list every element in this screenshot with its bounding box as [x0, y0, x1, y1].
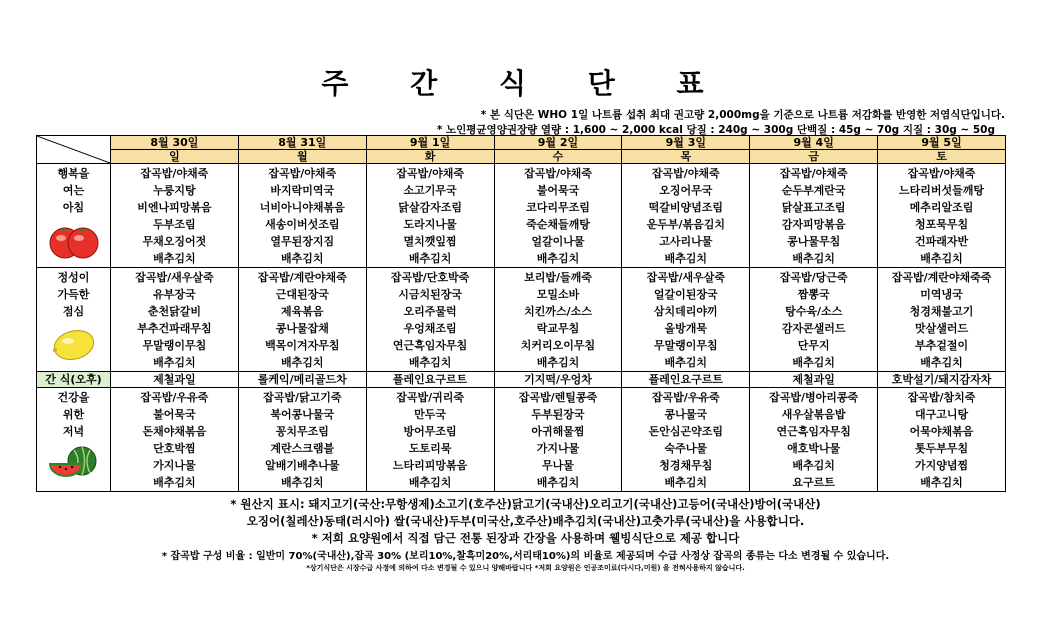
origin-notice-line2: 오징어(칠레산)동태(러시아) 쌀(국내산)두부(미국산,호주산)배추김치(국내산)고춧가루(국내산)을 사용합니다. [246, 514, 805, 528]
grain-ratio-notice: * 잡곡밥 구성 비율 : 일반미 70%(국내산),잡곡 30% (보리10%,찰흑미20%,서리태10%)의 비율로 제공되며 수급 사정상 잡곡의 종류는 다소 변경될 수 있습니다. [161, 551, 890, 562]
date-cell: 9월 1일 [366, 136, 494, 150]
dish: 잡곡밥/병아리콩죽 [769, 391, 859, 404]
dish: 배추김치 [792, 356, 835, 369]
dish: 치킨까스/소스 [524, 305, 592, 318]
dish: 얼갈이나물 [531, 235, 585, 248]
date-row [37, 136, 1006, 150]
dish: 잡곡밥/야채죽 [396, 167, 464, 180]
dish: 올방개묵 [664, 322, 708, 335]
lunch-row [37, 268, 1006, 372]
dish: 잡곡밥/단호박죽 [390, 271, 470, 284]
dish: 콩나물국 [664, 408, 708, 421]
date-cell: 9월 2일 [494, 136, 622, 150]
breakfast-row [37, 164, 1006, 268]
watermelon-icon [46, 444, 102, 480]
dish: 무말랭이무침 [142, 339, 207, 352]
dish: 배추김치 [408, 356, 452, 369]
date-cell: 9월 4일 [750, 136, 878, 150]
tomato-icon [46, 220, 102, 260]
dish: 떡갈비양념조림 [648, 201, 723, 214]
dish: 느타리피망볶음 [392, 459, 468, 472]
dish: 잡곡밥/귀리죽 [396, 391, 464, 404]
dish: 감자콘샐러드 [781, 322, 846, 335]
dish: 배추김치 [664, 476, 708, 489]
dish: 감자피망볶음 [781, 218, 846, 231]
day-menu-cell [111, 268, 239, 372]
day-menu-cell [878, 164, 1006, 268]
snack-cell: 플레인요구르트 [622, 372, 750, 388]
dish: 배추김치 [920, 476, 963, 489]
meal-label-line: 저녁 [62, 425, 85, 438]
snack-cell: 플레인요구르트 [366, 372, 494, 388]
dish: 춘천닭갈비 [147, 305, 201, 318]
dish: 죽순채들깨탕 [526, 218, 590, 231]
dish: 도라지나물 [403, 218, 457, 231]
snack-cell: 기지떡/우엉차 [494, 372, 622, 388]
snack-cell: 제철과일 [111, 372, 239, 388]
dish: 배추김치 [281, 252, 324, 265]
dish: 잡곡밥/우유죽 [140, 391, 209, 404]
snack-cell: 호박설기/돼지감자차 [878, 372, 1006, 388]
dish: 미역냉국 [920, 288, 963, 301]
dish: 잡곡밥/새우살죽 [646, 271, 725, 284]
dish: 오리주물럭 [403, 305, 457, 318]
dish: 느타리버섯들깨탕 [899, 184, 985, 197]
dish: 우엉채조림 [403, 322, 457, 335]
dish: 배추김치 [153, 252, 196, 265]
day-menu-cell [750, 164, 878, 268]
dish: 잡곡밥/야채죽 [779, 167, 848, 180]
dish: 잡곡밥/새우살죽 [135, 271, 214, 284]
dish: 오징어무국 [659, 184, 713, 197]
meal-label-line: 여는 [62, 184, 85, 197]
weekday-cell: 토 [878, 150, 1006, 164]
dish: 근대된장국 [275, 288, 329, 301]
dish: 새송이버섯조림 [265, 218, 340, 231]
dish: 잡곡밥/계란야채죽죽 [891, 271, 992, 284]
dish: 두부된장국 [531, 408, 585, 421]
dish: 잡곡밥/참치죽 [907, 391, 976, 404]
meal-label-line: 점심 [62, 305, 85, 318]
dish: 배추김치 [920, 356, 963, 369]
dish: 닭살표고조림 [781, 201, 846, 214]
weekday-cell: 월 [238, 150, 366, 164]
dish: 가지양념찜 [914, 459, 969, 472]
dish: 배추김치 [153, 356, 196, 369]
dish: 톳두부무침 [914, 442, 969, 455]
dish: 무나물 [542, 459, 574, 472]
nutrition-notice: * 노인평균영양권장량 열량 : 1,600 ~ 2,000 kcal 당질 : 240g ~ 300g 단백질 : 45g ~ 70g 지질 : 30g ~ 50g [436, 124, 995, 136]
day-menu-cell [238, 268, 366, 372]
dish: 만두국 [414, 408, 447, 421]
dish: 건파래자반 [914, 235, 969, 248]
dish: 불어묵국 [153, 408, 196, 421]
day-menu-cell [622, 164, 750, 268]
dish: 잡곡밥/당근죽 [779, 271, 848, 284]
dish: 제육볶음 [281, 305, 324, 318]
day-menu-cell [366, 164, 494, 268]
dish: 잡곡밥/렌틸콩죽 [518, 391, 598, 404]
day-menu-cell [622, 268, 750, 372]
dish: 부추겉절이 [914, 339, 969, 352]
dish: 얼갈이된장국 [653, 288, 718, 301]
dish: 운두부/볶음김치 [646, 218, 725, 231]
dish: 요구르트 [792, 476, 835, 489]
dish: 배추김치 [408, 476, 452, 489]
origin-notice-line1: * 원산지 표시: 돼지고기(국산:무항생제)소고기(호주산)닭고기(국내산)오리고기(국내산)고등어(국내산)방어(국내산) [230, 497, 821, 511]
weekday-cell: 화 [366, 150, 494, 164]
snack-label: 간 식(오후) [37, 372, 111, 388]
dish: 연근흑임자무침 [392, 339, 468, 352]
weekday-row [37, 150, 1006, 164]
dish: 무말랭이무침 [653, 339, 718, 352]
wellbeing-notice: * 저희 요양원에서 직접 담근 전통 된장과 간장을 사용하며 웰빙식단으로 제공 합니다 [311, 531, 740, 545]
meal-label-line: 가득한 [57, 288, 90, 301]
dish: 보리밥/들깨죽 [524, 271, 592, 284]
dish: 누룽지탕 [153, 184, 196, 197]
dish: 닭살감자조림 [398, 201, 462, 214]
dish: 청경채불고기 [909, 305, 974, 318]
dish: 잡곡밥/계란야채죽 [257, 271, 347, 284]
day-menu-cell [494, 164, 622, 268]
dish: 청경채무침 [659, 459, 713, 472]
day-menu-cell [494, 268, 622, 372]
dish: 배추김치 [920, 252, 963, 265]
date-cell: 8월 31일 [238, 136, 366, 150]
dish: 부추건파래무침 [137, 322, 212, 335]
lemon-icon [46, 324, 102, 364]
day-menu-cell [366, 388, 494, 492]
day-menu-cell [111, 164, 239, 268]
page-title: 주 간 식 단 표 [321, 67, 730, 100]
dish: 방어무조림 [403, 425, 457, 438]
dish: 락교무침 [536, 322, 580, 335]
dish: 가지나물 [153, 459, 196, 472]
dish: 잡곡밥/야채죽 [524, 167, 592, 180]
weekly-menu-table [36, 135, 1006, 492]
dish: 잡곡밥/야채죽 [907, 167, 976, 180]
dish: 배추김치 [536, 356, 580, 369]
dish: 유부장국 [153, 288, 196, 301]
dish: 숙주나물 [664, 442, 708, 455]
dish: 메추리알조림 [909, 201, 974, 214]
day-menu-cell [366, 268, 494, 372]
dish: 배추김치 [536, 476, 580, 489]
dish: 알배기배추나물 [265, 459, 340, 472]
dish: 잡곡밥/야채죽 [268, 167, 337, 180]
dish: 불어묵국 [536, 184, 580, 197]
meal-label-line: 행복을 [57, 167, 90, 180]
dinner-label-cell [37, 388, 111, 492]
day-menu-cell [238, 164, 366, 268]
dish: 새우살볶음밥 [781, 408, 846, 421]
date-cell: 8월 30일 [111, 136, 239, 150]
dish: 배추김치 [153, 476, 196, 489]
dish: 배추김치 [281, 476, 324, 489]
dish: 계란스크램블 [270, 442, 335, 455]
date-cell: 9월 3일 [622, 136, 750, 150]
dish: 소고기무국 [403, 184, 457, 197]
dish: 너비아니야채볶음 [259, 201, 345, 214]
dish: 배추김치 [408, 252, 452, 265]
dish: 돈안심곤약조림 [648, 425, 723, 438]
day-menu-cell [238, 388, 366, 492]
dish: 시금치된장국 [398, 288, 462, 301]
dish: 아귀해물찜 [531, 425, 585, 438]
dish: 순두부계란국 [781, 184, 846, 197]
dish: 애호박나물 [787, 442, 841, 455]
meal-label-line: 건강을 [57, 391, 90, 404]
dish: 돈채야채볶음 [142, 425, 207, 438]
corner-cell [37, 136, 111, 164]
lunch-label-cell [37, 268, 111, 372]
dish: 무채오징어젓 [142, 235, 207, 248]
dish: 탕수육/소스 [785, 305, 843, 318]
dish: 콩나물무침 [787, 235, 841, 248]
weekday-cell: 금 [750, 150, 878, 164]
dish: 잡곡밥/우유죽 [651, 391, 720, 404]
dish: 가지나물 [536, 442, 580, 455]
dish: 배추김치 [664, 252, 708, 265]
day-menu-cell [111, 388, 239, 492]
weekday-cell: 목 [622, 150, 750, 164]
dish: 도토리묵 [408, 442, 452, 455]
day-menu-cell [622, 388, 750, 492]
sodium-notice: * 본 식단은 WHO 1일 나트륨 섭취 최대 권고량 2,000mg을 기준으로 나트륨 저감화를 반영한 저염식단입니다. [480, 109, 1005, 121]
dish: 단호박찜 [153, 442, 196, 455]
meal-label-line: 위한 [62, 408, 85, 421]
dish: 대구고니탕 [914, 408, 969, 421]
day-menu-cell [750, 388, 878, 492]
day-menu-cell [878, 388, 1006, 492]
dish: 잡곡밥/야채죽 [651, 167, 720, 180]
dish: 꽁치무조림 [275, 425, 329, 438]
dish: 잡곡밥/닭고기죽 [263, 391, 342, 404]
dish: 두부조림 [153, 218, 196, 231]
date-cell: 9월 5일 [878, 136, 1006, 150]
small-print-notice: *상기식단은 시장수급 사정에 의하여 다소 변경될 수 있으니 양해바랍니다 *저희 요양원은 인공조미료(다시다,미원) 을 전혀사용하지 않습니다. [306, 564, 745, 572]
dish: 어묵야채볶음 [909, 425, 974, 438]
day-menu-cell [878, 268, 1006, 372]
snack-cell: 롤케익/메리골드차 [238, 372, 366, 388]
dish: 잡곡밥/야채죽 [140, 167, 209, 180]
dish: 북어콩나물국 [270, 408, 335, 421]
dish: 치커리오이무침 [520, 339, 596, 352]
weekday-cell: 일 [111, 150, 239, 164]
dish: 배추김치 [792, 459, 835, 472]
dish: 연근흑임자무침 [776, 425, 851, 438]
meal-label-line: 아침 [62, 201, 85, 214]
dish: 맛살샐러드 [914, 322, 969, 335]
dish: 짬뽕국 [797, 288, 830, 301]
dish: 비엔나피망볶음 [137, 201, 212, 214]
dinner-row [37, 388, 1006, 492]
dish: 배추김치 [536, 252, 580, 265]
day-menu-cell [750, 268, 878, 372]
dish: 백목이겨자무침 [265, 339, 340, 352]
snack-row [37, 372, 1006, 388]
day-menu-cell [494, 388, 622, 492]
dish: 코다리무조림 [526, 201, 590, 214]
dish: 삼치데리야끼 [653, 305, 718, 318]
breakfast-label-cell [37, 164, 111, 268]
dish: 단무지 [797, 339, 830, 352]
weekday-cell: 수 [494, 150, 622, 164]
dish: 바지락미역국 [270, 184, 335, 197]
dish: 청포묵무침 [914, 218, 969, 231]
snack-cell: 제철과일 [750, 372, 878, 388]
dish: 배추김치 [792, 252, 835, 265]
dish: 배추김치 [664, 356, 708, 369]
dish: 열무된장지짐 [270, 235, 335, 248]
dish: 고사리나물 [659, 235, 713, 248]
dish: 배추김치 [281, 356, 324, 369]
dish: 콩나물잡채 [275, 322, 329, 335]
meal-label-line: 정성이 [57, 271, 90, 284]
dish: 멸치깻잎찜 [403, 235, 457, 248]
dish: 모밀소바 [536, 288, 580, 301]
